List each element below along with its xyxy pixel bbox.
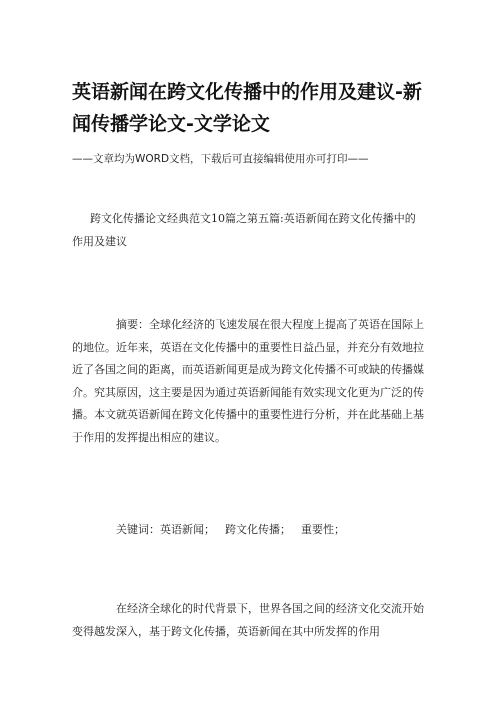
document-title: 英语新闻在跨文化传播中的作用及建议-新闻传播学论文-文学论文 bbox=[72, 81, 422, 135]
keyword-item: 英语新闻； bbox=[160, 523, 215, 536]
keyword-item: 重要性； bbox=[301, 523, 345, 536]
abstract-text: 摘要：全球化经济的飞速发展在很大程度上提高了英语在国际上的地位。近年来，英语在文化传播中的重要性日益凸显，并充分有效地拉近了各国之间的距离，而英语新闻更是成为跨文化传播不可或缺的传播媒介。究其原因，这主要是因为通过英语新闻能有效实现文化更为广泛的传播。本文就英语新闻在跨文化传播中的重要性进行分析，并在此基础上基于作用的发挥提出相应的建议。 bbox=[72, 318, 424, 444]
document-subtitle: ——文章均为WORD文档，下载后可直接编辑使用亦可打印—— bbox=[72, 153, 369, 165]
intro-text: 跨文化传播论文经典范文10篇之第五篇:英语新闻在跨文化传播中的作用及建议 bbox=[72, 212, 416, 248]
intro-paragraph bbox=[72, 208, 426, 253]
abstract-paragraph bbox=[72, 314, 426, 449]
keywords-label: 关键词： bbox=[116, 523, 160, 536]
keyword-item: 跨文化传播； bbox=[225, 523, 291, 536]
keywords-paragraph bbox=[72, 519, 426, 542]
body-paragraph bbox=[72, 598, 426, 643]
body-text: 在经济全球化的时代背景下，世界各国之间的经济文化交流开始变得越发深入，基于跨文化传播，英语新闻在其中所发挥的作用 bbox=[72, 602, 424, 638]
